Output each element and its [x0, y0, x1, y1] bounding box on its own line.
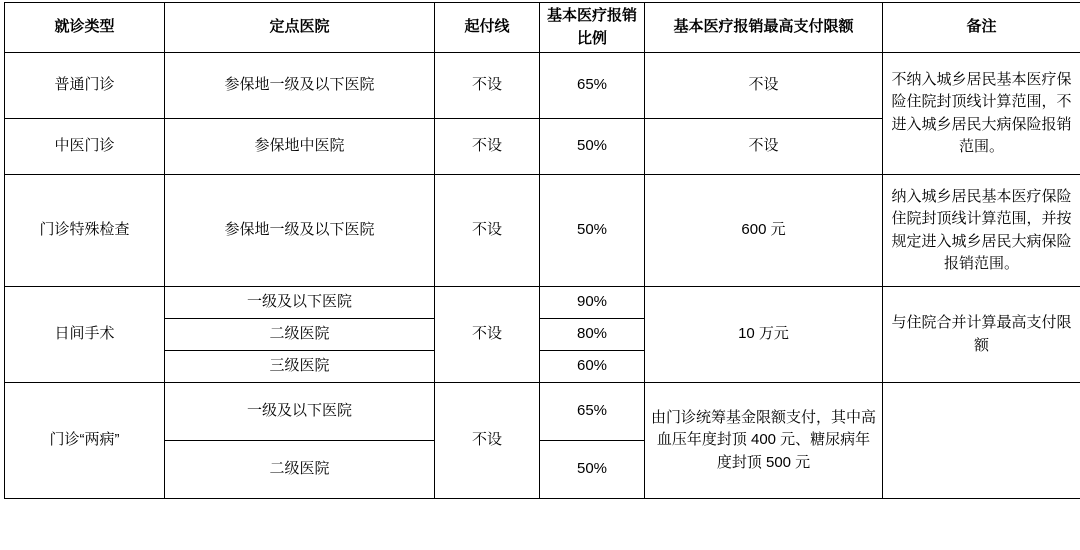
- cell-hospital: 参保地一级及以下医院: [165, 175, 435, 287]
- cell-cap: 600 元: [645, 175, 883, 287]
- cell-visit-type: 门诊“两病”: [5, 383, 165, 499]
- cell-ratio: 60%: [540, 351, 645, 383]
- header-deductible: 起付线: [435, 3, 540, 53]
- header-designated-hospital: 定点医院: [165, 3, 435, 53]
- cell-hospital: 一级及以下医院: [165, 287, 435, 319]
- header-remarks: 备注: [883, 3, 1080, 53]
- table-row: [5, 175, 1080, 287]
- cell-ratio: 90%: [540, 287, 645, 319]
- cell-hospital: 参保地一级及以下医院: [165, 53, 435, 119]
- cell-note: 与住院合并计算最高支付限额: [883, 287, 1080, 383]
- cell-note: [883, 383, 1080, 499]
- cell-visit-type: 中医门诊: [5, 119, 165, 175]
- table-row: [5, 383, 1080, 441]
- cell-ratio: 50%: [540, 119, 645, 175]
- table-header: [5, 3, 1080, 53]
- cell-ratio: 50%: [540, 441, 645, 499]
- cell-hospital: 一级及以下医院: [165, 383, 435, 441]
- cell-ratio: 65%: [540, 53, 645, 119]
- table-row: [5, 287, 1080, 319]
- table-header-row: [5, 3, 1080, 53]
- cell-deductible: 不设: [435, 119, 540, 175]
- benefit-table: [4, 2, 1080, 499]
- header-max-payment-limit: 基本医疗报销最高支付限额: [645, 3, 883, 53]
- cell-visit-type: 门诊特殊检查: [5, 175, 165, 287]
- cell-deductible: 不设: [435, 383, 540, 499]
- header-visit-type: 就诊类型: [5, 3, 165, 53]
- table-row: [5, 53, 1080, 119]
- cell-ratio: 65%: [540, 383, 645, 441]
- cell-hospital: 二级医院: [165, 441, 435, 499]
- cell-hospital: 三级医院: [165, 351, 435, 383]
- cell-cap: 不设: [645, 53, 883, 119]
- cell-cap: 不设: [645, 119, 883, 175]
- cell-deductible: 不设: [435, 287, 540, 383]
- cell-deductible: 不设: [435, 175, 540, 287]
- cell-visit-type: 普通门诊: [5, 53, 165, 119]
- cell-hospital: 二级医院: [165, 319, 435, 351]
- cell-ratio: 80%: [540, 319, 645, 351]
- cell-note: 不纳入城乡居民基本医疗保险住院封顶线计算范围，不进入城乡居民大病保险报销范围。: [883, 53, 1080, 175]
- cell-visit-type: 日间手术: [5, 287, 165, 383]
- cell-ratio: 50%: [540, 175, 645, 287]
- cell-deductible: 不设: [435, 53, 540, 119]
- cell-cap: 10 万元: [645, 287, 883, 383]
- header-reimbursement-ratio: 基本医疗报销比例: [540, 3, 645, 53]
- cell-cap: 由门诊统筹基金限额支付，其中高血压年度封顶 400 元、糖尿病年度封顶 500 元: [645, 383, 883, 499]
- document-page: [0, 2, 1080, 550]
- cell-note: 纳入城乡居民基本医疗保险住院封顶线计算范围，并按规定进入城乡居民大病保险报销范围。: [883, 175, 1080, 287]
- table-body: [5, 53, 1080, 499]
- cell-hospital: 参保地中医院: [165, 119, 435, 175]
